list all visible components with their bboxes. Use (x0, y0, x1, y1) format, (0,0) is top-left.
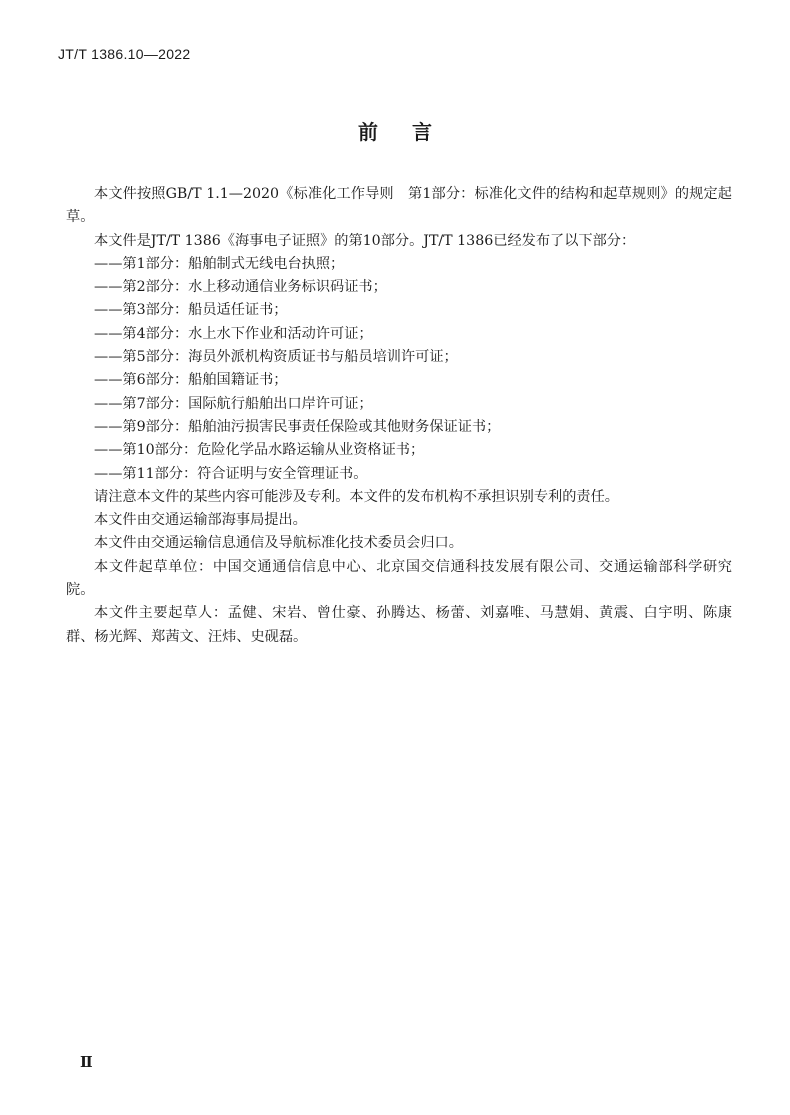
list-item: ——第9部分：船舶油污损害民事责任保险或其他财务保证证书； (94, 418, 501, 435)
list-item: ——第5部分：海员外派机构资质证书与船员培训许可证； (94, 349, 458, 366)
list-item: ——第7部分：国际航行船舶出口岸许可证； (94, 395, 373, 412)
paragraph-drafting-rules: 本文件按照GB/T 1.1—2020《标准化工作导则 第1部分：标准化文件的结构和起草规则》的规定起草。 (66, 186, 732, 226)
list-item: ——第3部分：船员适任证书； (94, 302, 288, 319)
foreword-body (66, 183, 732, 649)
paragraph-patent-notice: 请注意本文件的某些内容可能涉及专利。本文件的发布机构不承担识别专利的责任。 (94, 488, 619, 505)
page-number: Ⅱ (80, 1053, 93, 1071)
paragraph-centralizer: 本文件由交通运输信息通信及导航标准化技术委员会归口。 (94, 535, 463, 552)
list-item: ——第2部分：水上移动通信业务标识码证书； (94, 279, 387, 296)
paragraph-proposer: 本文件由交通运输部海事局提出。 (94, 512, 307, 529)
paragraph-series-intro: 本文件是JT/T 1386《海事电子证照》的第10部分。JT/T 1386已经发布了以下部分： (94, 232, 636, 249)
list-item: ——第10部分：危险化学品水路运输从业资格证书； (94, 442, 425, 459)
parts-list (66, 253, 732, 486)
list-item: ——第11部分：符合证明与安全管理证书。 (94, 465, 368, 482)
document-number: JT/T 1386.10—2022 (58, 46, 191, 62)
list-item: ——第1部分：船舶制式无线电台执照； (94, 255, 345, 272)
list-item: ——第6部分：船舶国籍证书； (94, 372, 288, 389)
list-item: ——第4部分：水上水下作业和活动许可证； (94, 325, 373, 342)
page-title: 前言 (358, 120, 466, 144)
paragraph-drafting-units: 本文件起草单位：中国交通通信信息中心、北京国交信通科技发展有限公司、交通运输部科学研究院。 (66, 558, 732, 599)
paragraph-drafters: 本文件主要起草人：孟健、宋岩、曾仕豪、孙腾达、杨蕾、刘嘉唯、马慧娟、黄震、白宇明、陈康群、杨光辉、郑茜文、汪炜、史砚磊。 (66, 605, 732, 645)
